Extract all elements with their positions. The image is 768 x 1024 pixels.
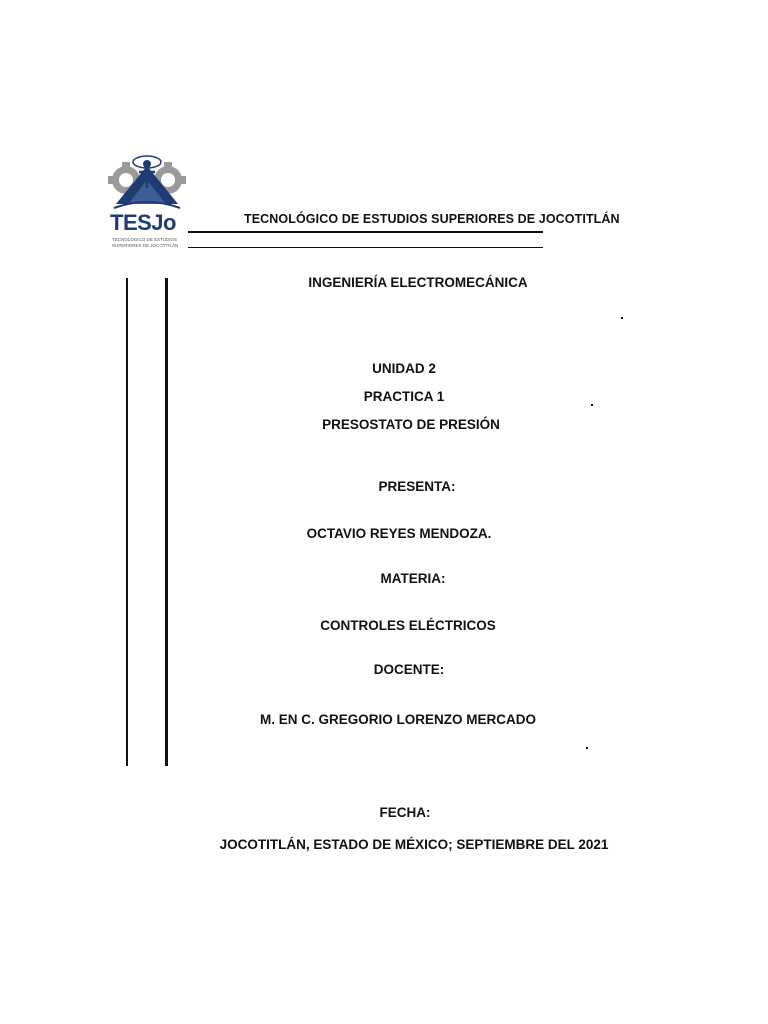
stray-dot-1 — [621, 317, 623, 319]
logo-brand: TESJo — [110, 210, 176, 235]
date-value: JOCOTITLÁN, ESTADO DE MÉXICO; SEPTIEMBRE DEL 2021 — [219, 837, 609, 852]
teacher-name: M. EN C. GREGORIO LORENZO MERCADO — [259, 712, 536, 727]
logo-caption-line1: TECNOLÓGICO DE ESTUDIOS — [112, 237, 178, 242]
logo-caption-line2: SUPERIORES DE JOCOTITLÁN — [112, 243, 179, 248]
institution-name: TECNOLÓGICO DE ESTUDIOS SUPERIORES DE JOCOTITLÁN — [244, 212, 620, 226]
stray-dot-2 — [591, 404, 593, 406]
presenter-name: OCTAVIO REYES MENDOZA. — [306, 526, 492, 541]
teacher-label: DOCENTE: — [373, 662, 445, 677]
margin-rule-left — [126, 278, 128, 766]
margin-rule-right — [165, 278, 168, 766]
practice-title: PRACTICA 1 — [363, 389, 445, 404]
date-label: FECHA: — [379, 805, 431, 820]
stray-dot-3 — [586, 747, 588, 749]
header-rule-top — [188, 231, 543, 233]
presenter-label: PRESENTA: — [378, 479, 456, 494]
header-rule-bottom — [188, 247, 543, 248]
topic-title: PRESOSTATO DE PRESIÓN — [322, 417, 500, 432]
tesjo-logo — [106, 148, 188, 254]
subject-name: CONTROLES ELÉCTRICOS — [320, 618, 496, 633]
career-title: INGENIERÍA ELECTROMECÁNICA — [308, 275, 528, 290]
subject-label: MATERIA: — [380, 571, 446, 586]
unit-title: UNIDAD 2 — [372, 361, 436, 376]
